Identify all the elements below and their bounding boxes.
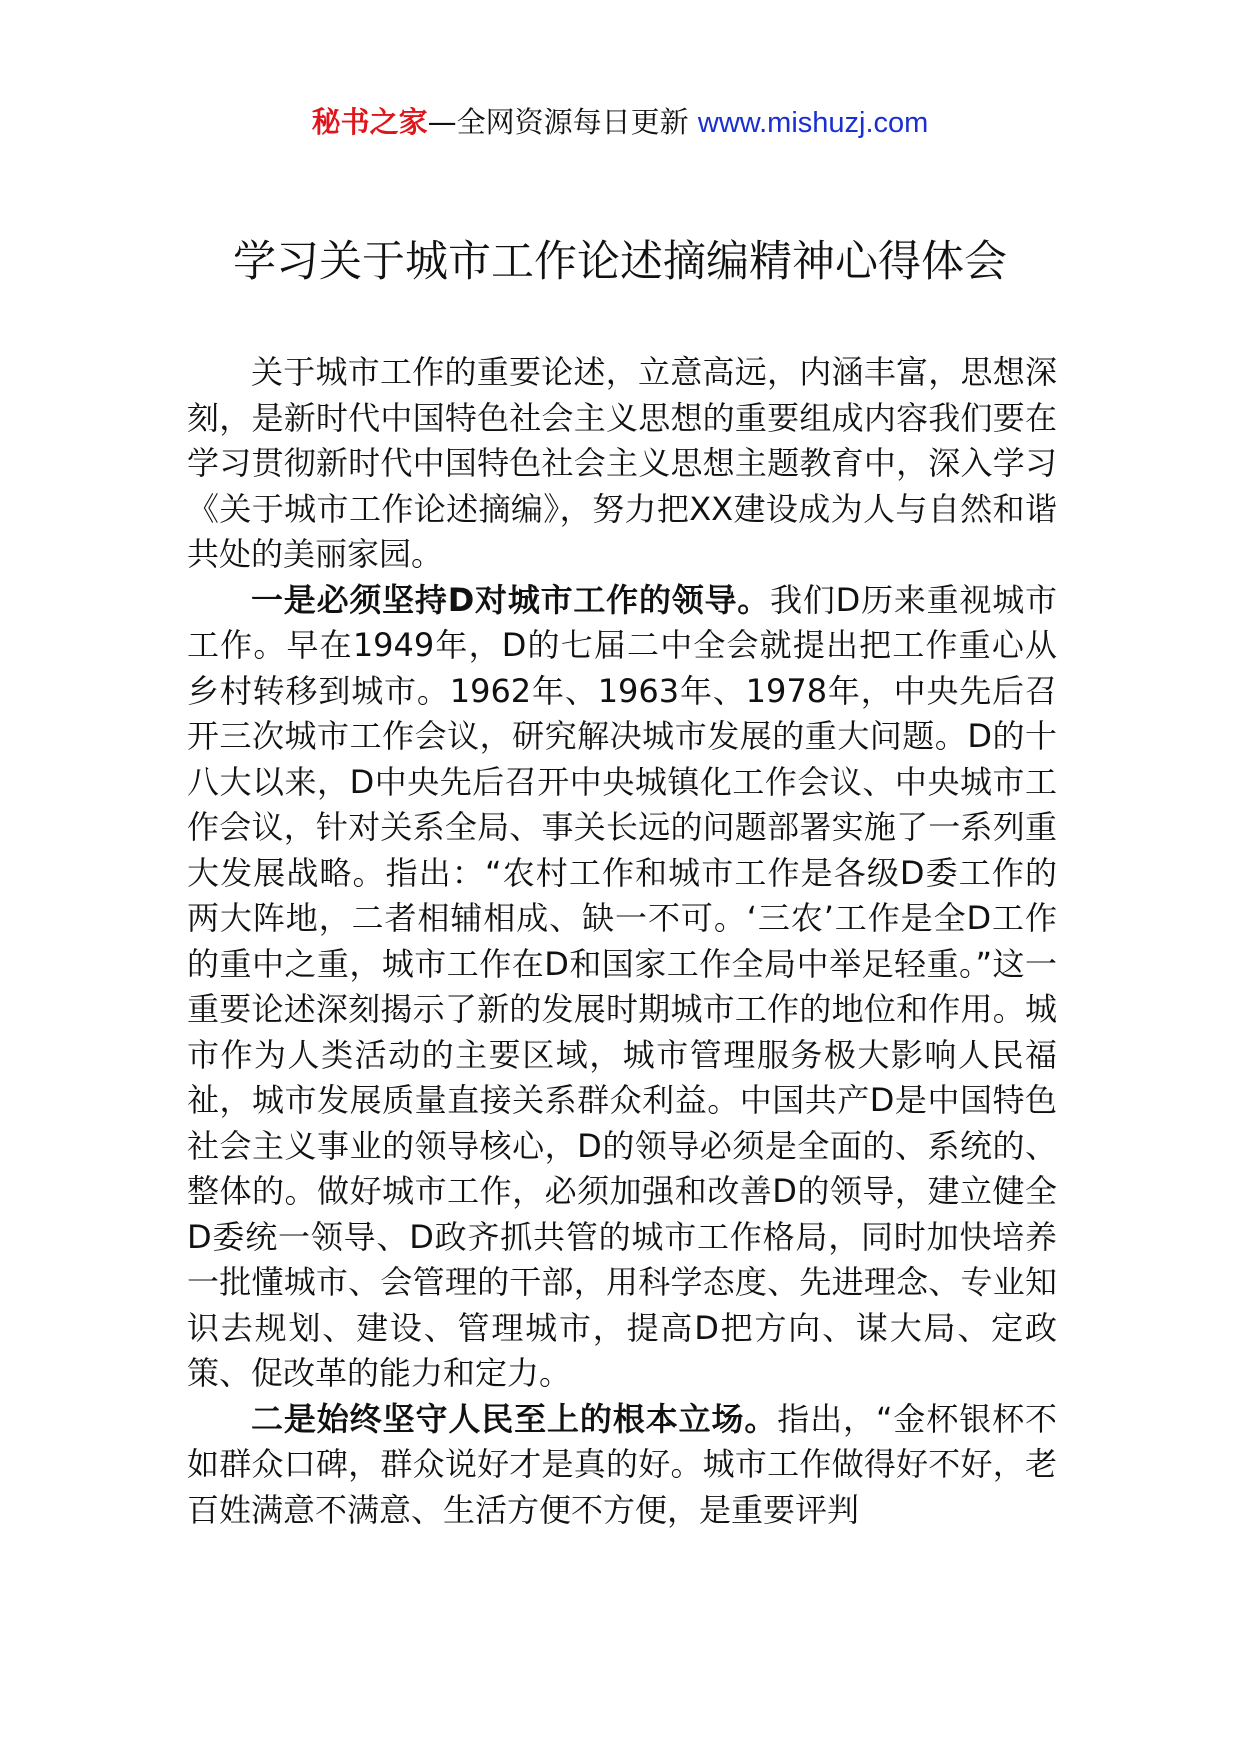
site-url-link[interactable]: www.mishuzj.com: [697, 107, 929, 139]
brand-name: 秘书之家: [311, 105, 428, 139]
paragraph-lead: 一是必须坚持D对城市工作的领导。: [251, 580, 771, 619]
document-body: [187, 350, 1057, 1533]
paragraph-point-one: [187, 578, 1057, 1397]
paragraph-text: 我们D历来重视城市工作。早在1949年，D的七届二中全会就提出把工作重心从乡村转移到城市。1962年、1963年、1978年，中央先后召开三次城市工作会议，研究解决城市发展的重大问题。D的十八大以来，D中央先后召开中央城镇化工作会议、中央城市工作会议，针对关系全局、事关长远的问题部署实施了一系列重大发展战略。指出：“农村工作和城市工作是各级D委工作的两大阵地，二者相辅相成、缺一不可。‘三农’工作是全D工作的重中之重，城市工作在D和国家工作全局中举足轻重。”这一重要论述深刻揭示了新的发展时期城市工作的地位和作用。城市作为人类活动的主要区域，城市管理服务极大影响人民福祉，城市发展质量直接关系群众利益。中国共产D是中国特色社会主义事业的领导核心，D的领导必须是全面的、系统的、整体的。做好城市工作，必须加强和改善D的领导，建立健全D委统一领导、D政齐抓共管的城市工作格局，同时加快培养一批懂城市、会管理的干部，用科学态度、先进理念、专业知识去规划、建设、管理城市，提高D把方向、谋大局、定政策、促改革的能力和定力。: [187, 580, 1057, 1392]
header-tagline: —全网资源每日更新: [427, 105, 698, 139]
paragraph-intro: [187, 350, 1057, 578]
header-banner: [0, 100, 1240, 145]
paragraph-text: 关于城市工作的重要论述，立意高远，内涵丰富，思想深刻，是新时代中国特色社会主义思想的重要组成内容我们要在学习贯彻新时代中国特色社会主义思想主题教育中，深入学习《关于城市工作论述摘编》，努力把XX建设成为人与自然和谐共处的美丽家园。: [187, 353, 1057, 573]
paragraph-text: 指出，“金杯银杯不如群众口碑，群众说好才是真的好。城市工作做得好不好，老百姓满意不满意、生活方便不方便，是重要评判: [187, 1399, 1057, 1529]
paragraph-lead: 二是始终坚守人民至上的根本立场。: [251, 1399, 778, 1438]
document-title: 学习关于城市工作论述摘编精神心得体会: [233, 237, 1007, 287]
paragraph-point-two: [187, 1397, 1057, 1534]
